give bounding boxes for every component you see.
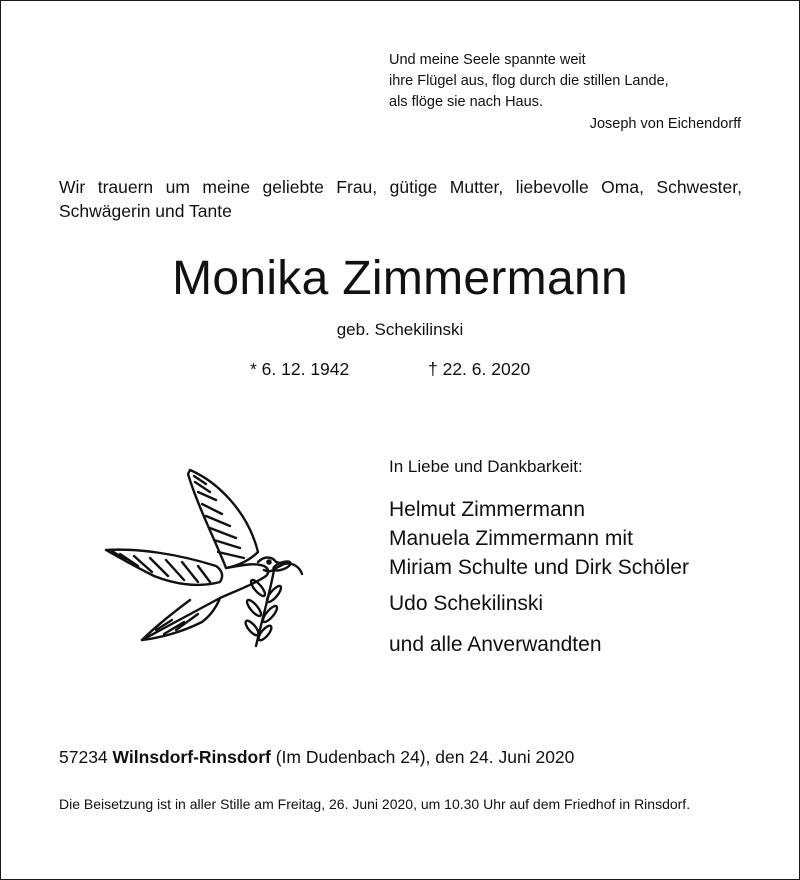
- birth-date: * 6. 12. 1942: [250, 359, 350, 379]
- mourners-relatives: und alle Anverwandten: [389, 633, 602, 656]
- mourner-name: Helmut Zimmermann: [389, 498, 586, 521]
- place-name: Wilnsdorf-Rinsdorf: [112, 747, 271, 767]
- poem-line-2: ihre Flügel aus, flog durch die stillen Lande,: [389, 73, 669, 89]
- address-line: [59, 745, 574, 769]
- poem-line-3: als flöge sie nach Haus.: [389, 94, 543, 110]
- mourner-name: Manuela Zimmermann mit: [389, 527, 633, 550]
- maiden-name: geb. Schekilinski: [336, 320, 464, 339]
- postal-code: 57234: [59, 747, 108, 767]
- funeral-notice: Die Beisetzung ist in aller Stille am Freitag, 26. Juni 2020, um 10.30 Uhr auf dem Friedhof in Rinsdorf.: [59, 796, 691, 812]
- address-rest: (Im Dudenbach 24), den 24. Juni 2020: [275, 747, 575, 767]
- poem-block: [389, 50, 749, 135]
- mourning-intro: Wir trauern um meine geliebte Frau, gütige Mutter, liebevolle Oma, Schwester, Schwägerin und Tante: [59, 177, 742, 221]
- death-date: † 22. 6. 2020: [428, 359, 531, 379]
- mourner-name: Miriam Schulte und Dirk Schöler: [389, 556, 689, 579]
- mourners-caption: In Liebe und Dankbarkeit:: [389, 457, 583, 476]
- dove-with-olive-branch-icon: [98, 462, 308, 652]
- deceased-name: Monika Zimmermann: [172, 252, 628, 305]
- poem-line-1: Und meine Seele spannte weit: [389, 52, 586, 68]
- mourner-name: Udo Schekilinski: [389, 592, 544, 615]
- mourners-block: [389, 455, 749, 659]
- poem-author: Joseph von Eichendorff: [589, 116, 741, 132]
